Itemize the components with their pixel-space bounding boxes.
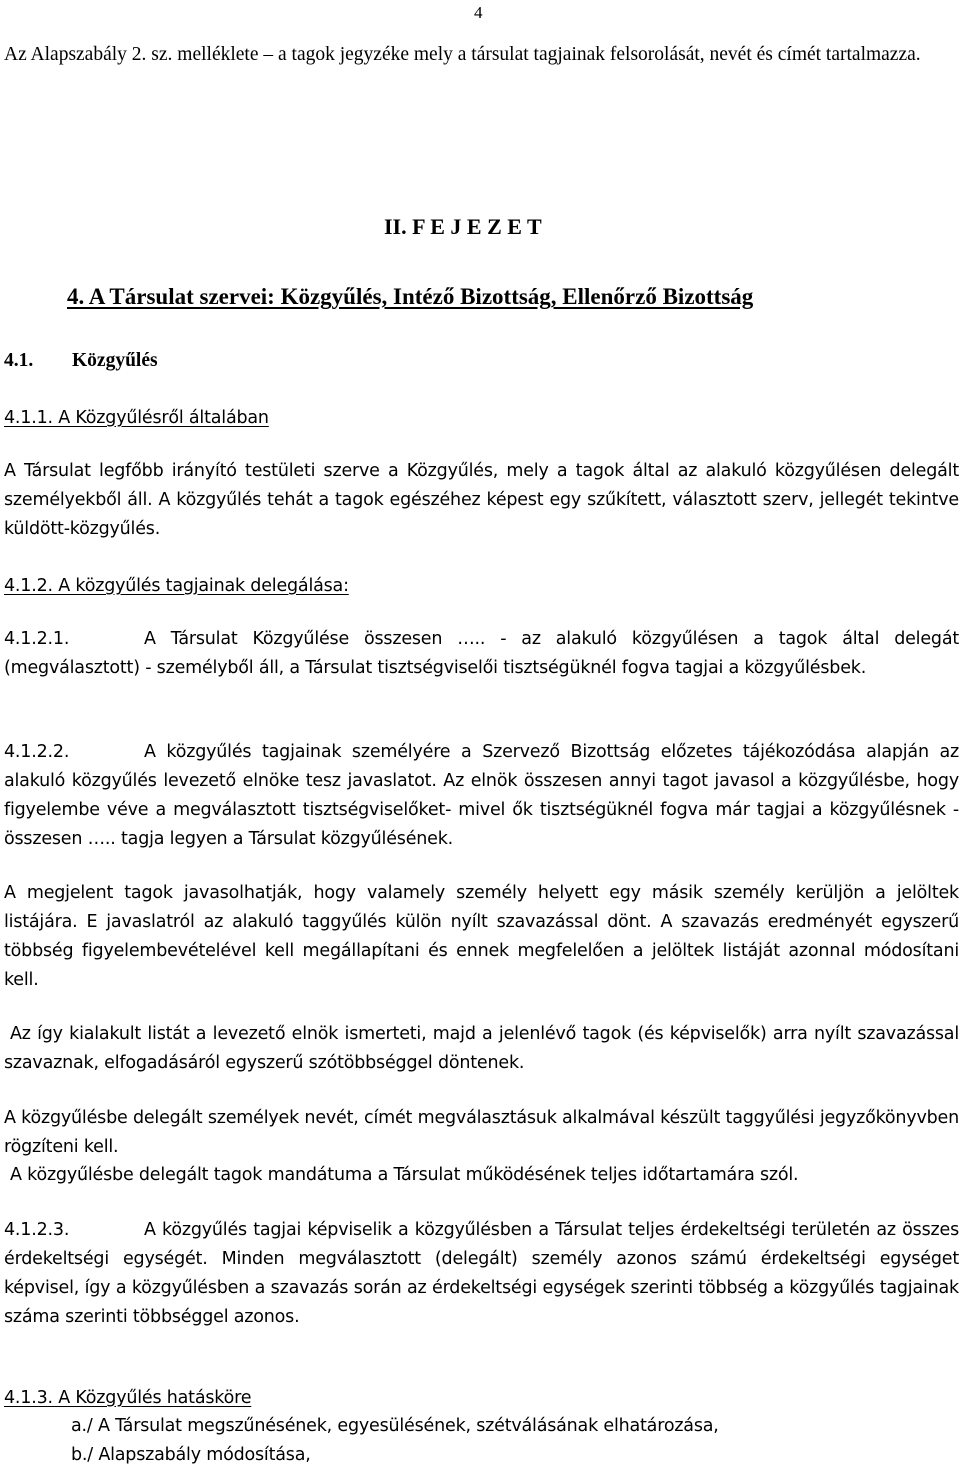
list-item: b./ Alapszabály módosítása,: [71, 1445, 311, 1465]
intro-paragraph: Az Alapszabály 2. sz. melléklete – a tagok jegyzéke mely a társulat tagjainak felsorolását, nevét és címét tartalmazza.: [4, 44, 921, 65]
paragraph-4-1-2-1-number: 4.1.2.1.: [4, 629, 70, 649]
paragraph-mandate-text: A közgyűlésbe delegált tagok mandátuma a Társulat működésének teljes időtartamára szól.: [10, 1165, 799, 1185]
paragraph-4-1-2-3-number: 4.1.2.3.: [4, 1220, 70, 1240]
section-4-1-heading: [4, 346, 158, 375]
paragraph-4-1-2-2-number: 4.1.2.2.: [4, 742, 70, 762]
page-number: 4: [474, 3, 483, 22]
chapter-heading: II. F E J E Z E T: [384, 214, 542, 239]
paragraph-4-1-2-2: [4, 738, 959, 854]
paragraph-4-1-2-3: [4, 1216, 959, 1332]
paragraph-4-1-2-1: [4, 625, 959, 683]
paragraph-minutes: A közgyűlésbe delegált személyek nevét, címét megválasztásuk alkalmával készült taggyűlési jegyzőkönyvben rögzíteni kell.: [4, 1108, 959, 1157]
paragraph-4-1-2-1-text: A Társulat Közgyűlése összesen ….. - az alakuló közgyűlésen a tagok által delegát (megválasztott) - személyből áll, a Társulat tisztségviselői tisztségüknél fogva tagjai a közgyűlésbek.: [4, 629, 959, 678]
paragraph-mandate: [4, 1161, 959, 1190]
paragraph-4-1-2-2-text: A közgyűlés tagjainak személyére a Szervező Bizottság előzetes tájékozódása alapján az alakuló közgyűlés levezető elnöke tesz javaslatot. Az elnök összesen annyi tagot javasol a közgyűlésbe, hogy figyelembe véve a megválasztott tisztségviselőket- mivel ők tisztségüknél fogva már tagjai a közgyűlésnek - összesen ….. tagja legyen a Társulat közgyűlésének.: [4, 742, 959, 849]
document-page: [4, 0, 959, 1470]
section-4-heading: 4. A Társulat szervei: Közgyűlés, Intéző Bizottság, Ellenőrző Bizottság: [67, 284, 754, 309]
section-4-1-number: 4.1.: [4, 350, 34, 371]
list-item: a./ A Társulat megszűnésének, egyesülésének, szétválásának elhatározása,: [71, 1416, 719, 1436]
section-4-1-2-heading: 4.1.2. A közgyűlés tagjainak delegálása:: [4, 576, 349, 596]
section-4-1-3-heading: 4.1.3. A Közgyűlés hatásköre: [4, 1388, 252, 1408]
section-4-1-title: Közgyűlés: [72, 350, 158, 371]
paragraph-candidates: A megjelent tagok javasolhatják, hogy valamely személy helyett egy másik személy kerüljön a jelöltek listájára. E javaslatról az alakuló taggyűlés külön nyílt szavazással dönt. A szavazás eredményét egyszerű többség figyelembevételével kell megállapítani és ennek megfelelően a jelöltek listáját azonnal módosítani kell.: [4, 883, 959, 990]
section-4-1-1-heading: 4.1.1. A Közgyűlésről általában: [4, 408, 269, 428]
paragraph-4-1-2-3-text: A közgyűlés tagjai képviselik a közgyűlésben a Társulat teljes érdekeltségi területén az összes érdekeltségi egységét. Minden megválasztott (delegált) személy azonos számú érdekeltségi egységet képvisel, így a közgyűlésben a szavazás során az érdekeltségi egységek szerinti többség a közgyűlés tagjainak száma szerinti többséggel azonos.: [4, 1220, 959, 1327]
paragraph-list-vote: [4, 1020, 959, 1078]
competence-list: [71, 1412, 719, 1470]
paragraph-list-vote-text: Az így kialakult listát a levezető elnök ismerteti, majd a jelenlévő tagok (és képviselők) arra nyílt szavazással szavaznak, elfogadásáról egyszerű szótöbbséggel döntenek.: [4, 1024, 959, 1073]
paragraph-4-1-1: A Társulat legfőbb irányító testületi szerve a Közgyűlés, mely a tagok által az alakuló közgyűlésen delegált személyekből áll. A közgyűlés tehát a tagok egészéhez képest egy szűkített, választott szerv, jellegét tekintve küldött-közgyűlés.: [4, 461, 959, 539]
